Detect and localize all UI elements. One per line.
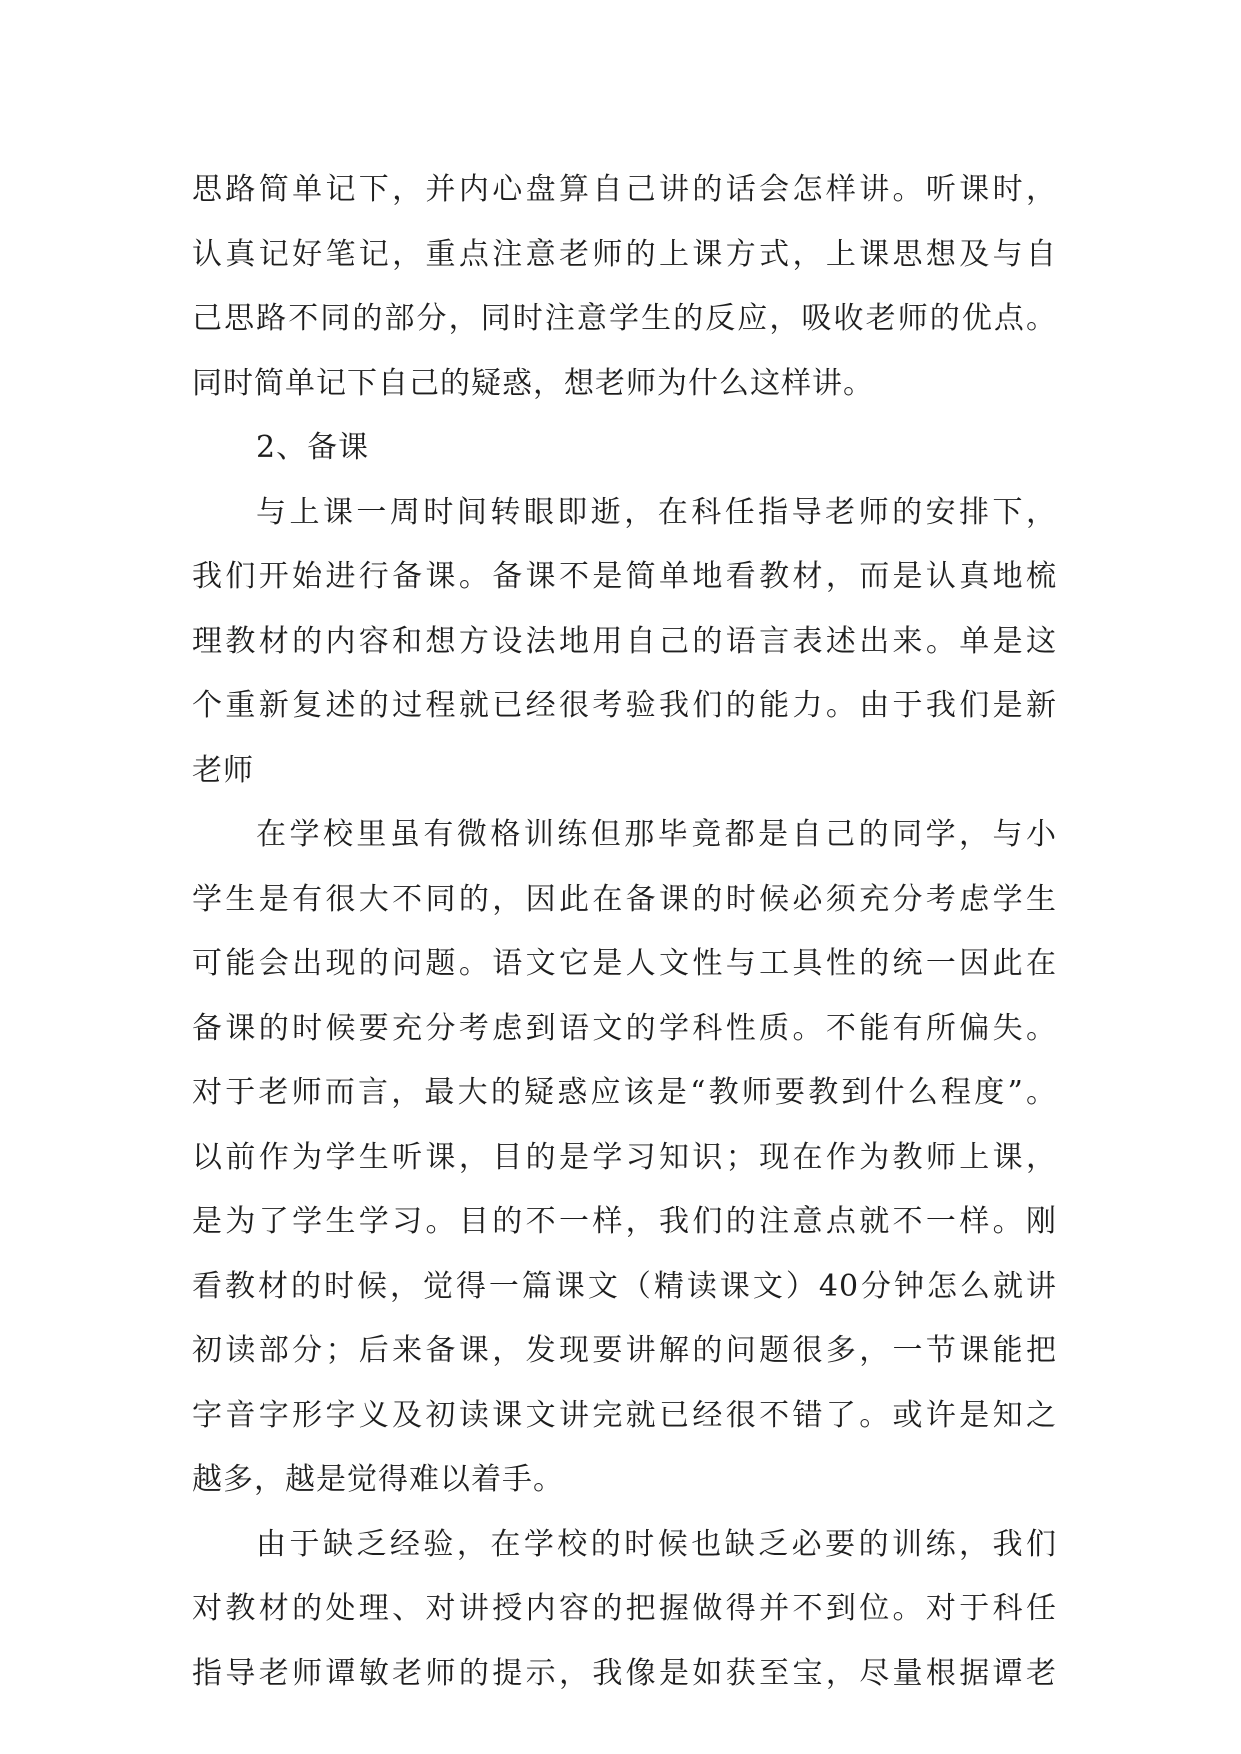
text-line: 对教材的处理、对讲授内容的把握做得并不到位。对于科任: [192, 1591, 1057, 1626]
text-line: 初读部分；后来备课，发现要讲解的问题很多，一节课能把: [192, 1333, 1057, 1368]
text-line: 认真记好笔记，重点注意老师的上课方式，上课思想及与自: [192, 236, 1057, 272]
text-line: 越多，越是觉得难以着手。: [192, 1462, 564, 1497]
text-line: 与上课一周时间转眼即逝，在科任指导老师的安排下，: [256, 494, 1057, 530]
text-line: 个重新复述的过程就已经很考验我们的能力。由于我们是新: [192, 688, 1057, 723]
text-line: 对于老师而言，最大的疑惑应该是“教师要教到什么程度”。: [192, 1075, 1057, 1110]
text-line: 己思路不同的部分，同时注意学生的反应，吸收老师的优点。: [192, 301, 1057, 336]
text-line: 由于缺乏经验，在学校的时候也缺乏必要的训练，我们: [256, 1526, 1057, 1562]
document-body: [192, 158, 1057, 1706]
text-line: 字音字形字义及初读课文讲完就已经很不错了。或许是知之: [192, 1397, 1057, 1433]
text-line: 理教材的内容和想方设法地用自己的语言表述出来。单是这: [192, 623, 1057, 659]
text-line: 老师: [192, 752, 254, 788]
text-line: 可能会出现的问题。语文它是人文性与工具性的统一因此在: [192, 946, 1057, 981]
text-line: 看教材的时候，觉得一篇课文（精读课文）40分钟怎么就讲: [192, 1268, 1057, 1304]
text-line: 思路简单记下，并内心盘算自己讲的话会怎样讲。听课时，: [192, 172, 1057, 207]
text-line: 以前作为学生听课，目的是学习知识；现在作为教师上课，: [192, 1139, 1057, 1175]
text-line: 我们开始进行备课。备课不是简单地看教材，而是认真地梳: [192, 559, 1057, 594]
text-line: 是为了学生学习。目的不一样，我们的注意点就不一样。刚: [192, 1204, 1057, 1239]
text-line: 指导老师谭敏老师的提示，我像是如获至宝，尽量根据谭老: [192, 1655, 1057, 1691]
text-line: 2、备课: [256, 430, 370, 465]
text-line: 同时简单记下自己的疑惑，想老师为什么这样讲。: [192, 365, 874, 401]
text-line: 在学校里虽有微格训练但那毕竟都是自己的同学，与小: [256, 817, 1057, 852]
text-line: 备课的时候要充分考虑到语文的学科性质。不能有所偏失。: [192, 1010, 1057, 1046]
text-line: 学生是有很大不同的，因此在备课的时候必须充分考虑学生: [192, 881, 1057, 917]
